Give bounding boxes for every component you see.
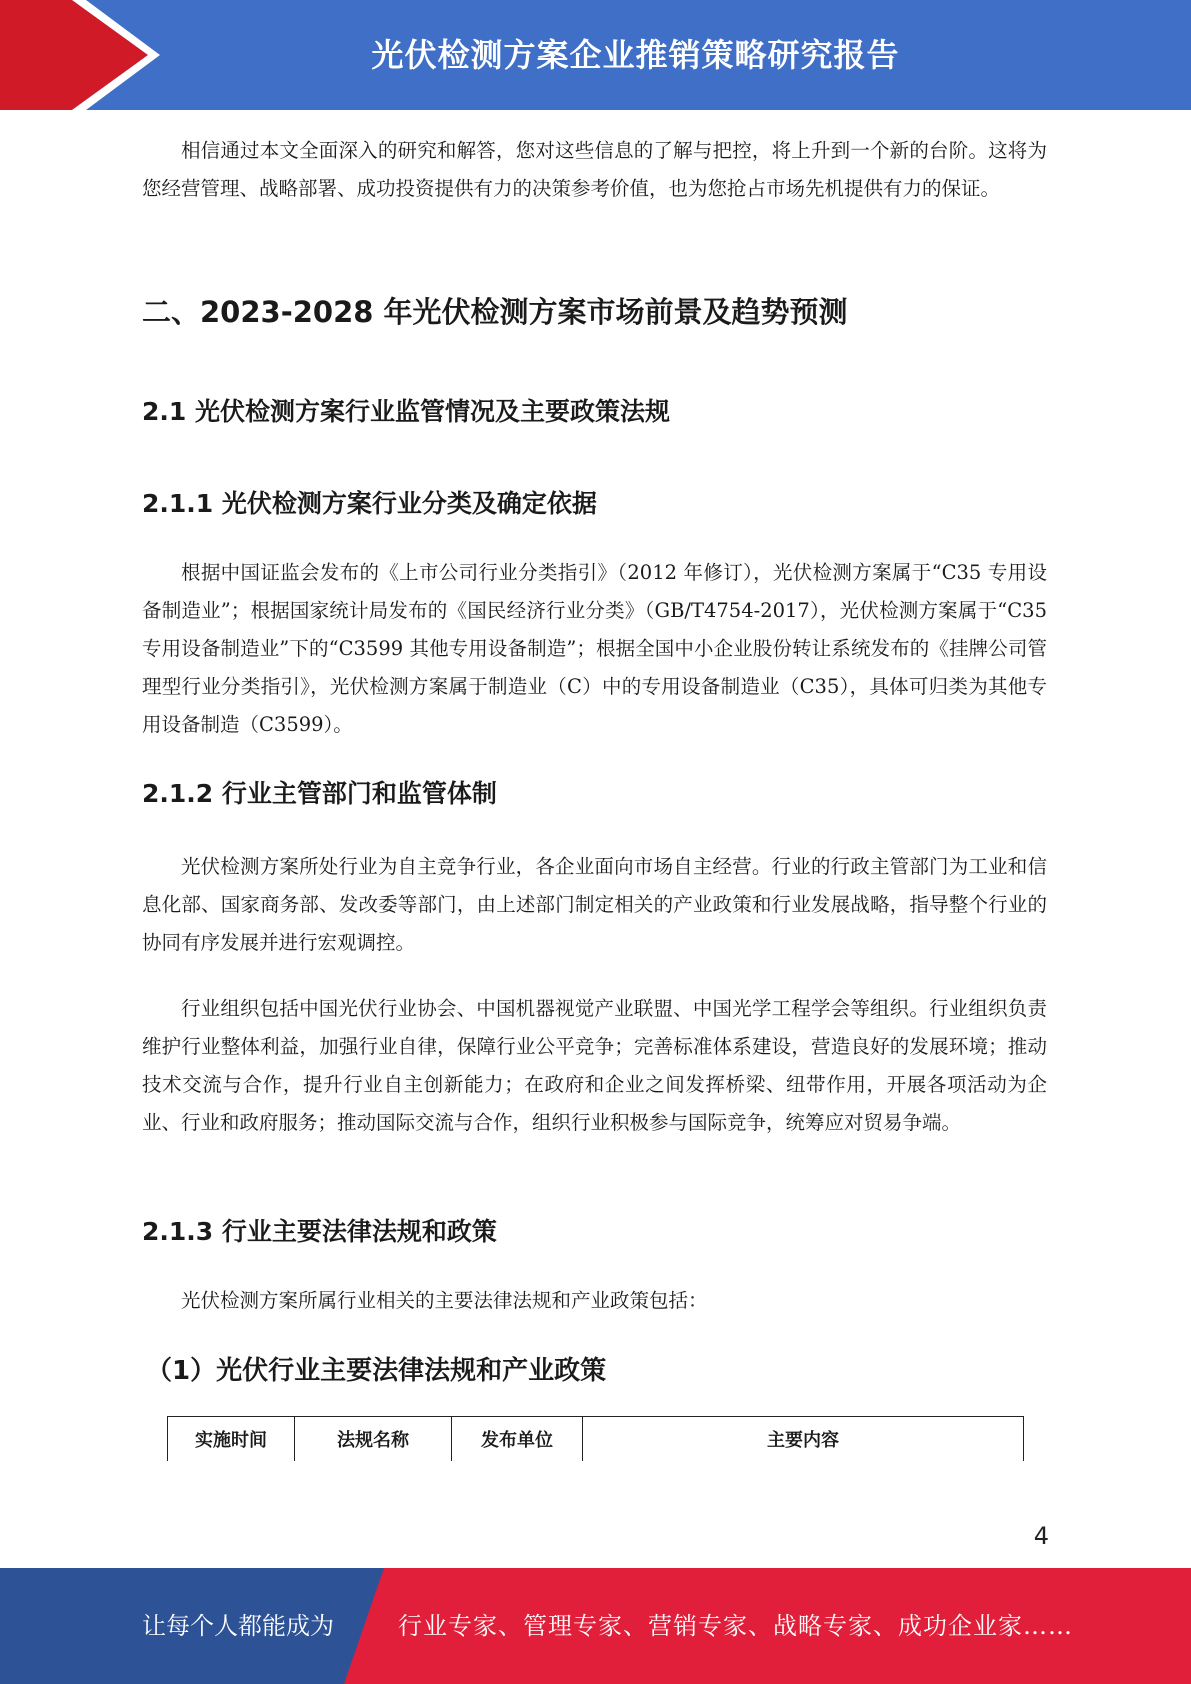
table-header-cell: 实施时间 [168, 1417, 295, 1462]
laws-list-heading: （1）光伏行业主要法律法规和产业政策 [146, 1356, 607, 1386]
table-header-cell: 主要内容 [583, 1417, 1024, 1462]
section-2-1-2-body-2 [142, 990, 1047, 1142]
section-2-1-2-body-1 [142, 848, 1047, 962]
header-arrow-decoration [0, 0, 160, 110]
regulator-paragraph: 光伏检测方案所处行业为自主竞争行业，各企业面向市场自主经营。行业的行政主管部门为工业和信息化部、国家商务部、发改委等部门，由上述部门制定相关的产业政策和行业发展战略，指导整个行业的协同有序发展并进行宏观调控。 [142, 855, 1047, 954]
industry-org-paragraph: 行业组织包括中国光伏行业协会、中国机器视觉产业联盟、中国光学工程学会等组织。行业组织负责维护行业整体利益，加强行业自律，保障行业公平竞争；完善标准体系建设，营造良好的发展环境；推动技术交流与合作，提升行业自主创新能力；在政府和企业之间发挥桥梁、纽带作用，开展各项活动为企业、行业和政府服务；推动国际交流与合作，组织行业积极参与国际竞争，统筹应对贸易争端。 [142, 997, 1047, 1134]
footer-slogan-left: 让每个人都能成为 [142, 1612, 334, 1640]
section-2-1-2-heading: 2.1.2 行业主管部门和监管体制 [142, 779, 497, 808]
page-header [0, 0, 1191, 110]
section-2-1-1-heading: 2.1.1 光伏检测方案行业分类及确定依据 [142, 489, 597, 518]
table-header-row [168, 1417, 1024, 1462]
section-2-1-1-body [142, 554, 1047, 744]
intro-block [142, 132, 1047, 208]
regulations-table [167, 1416, 1024, 1461]
page-footer [0, 1568, 1191, 1684]
section-2-1-heading: 2.1 光伏检测方案行业监管情况及主要政策法规 [142, 397, 670, 426]
table-header-cell: 发布单位 [452, 1417, 583, 1462]
intro-paragraph: 相信通过本文全面深入的研究和解答，您对这些信息的了解与把控，将上升到一个新的台阶。这将为您经营管理、战略部署、成功投资提供有力的决策参考价值，也为您抢占市场先机提供有力的保证。 [142, 139, 1047, 200]
laws-intro-paragraph: 光伏检测方案所属行业相关的主要法律法规和产业政策包括： [181, 1289, 708, 1312]
table-header-cell: 法规名称 [295, 1417, 452, 1462]
footer-slogan-right: 行业专家、管理专家、营销专家、战略专家、成功企业家…… [398, 1612, 1073, 1640]
page-number: 4 [1033, 1522, 1049, 1550]
report-title: 光伏检测方案企业推销策略研究报告 [371, 36, 900, 74]
section-2-heading: 二、2023-2028 年光伏检测方案市场前景及趋势预测 [142, 295, 848, 329]
section-2-1-3-heading: 2.1.3 行业主要法律法规和政策 [142, 1217, 497, 1246]
section-2-1-3-body [142, 1282, 1047, 1320]
classification-paragraph: 根据中国证监会发布的《上市公司行业分类指引》（2012 年修订），光伏检测方案属于“C35 专用设备制造业”；根据国家统计局发布的《国民经济行业分类》（GB/T4754-2017），光伏检测方案属于“C35 专用设备制造业”下的“C3599 其他专用设备制造”；根据全国中小企业股份转让系统发布的《挂牌公司管理型行业分类指引》，光伏检测方案属于制造业（C）中的专用设备制造业（C35），具体可归类为其他专用设备制造（C3599）。 [142, 561, 1047, 736]
